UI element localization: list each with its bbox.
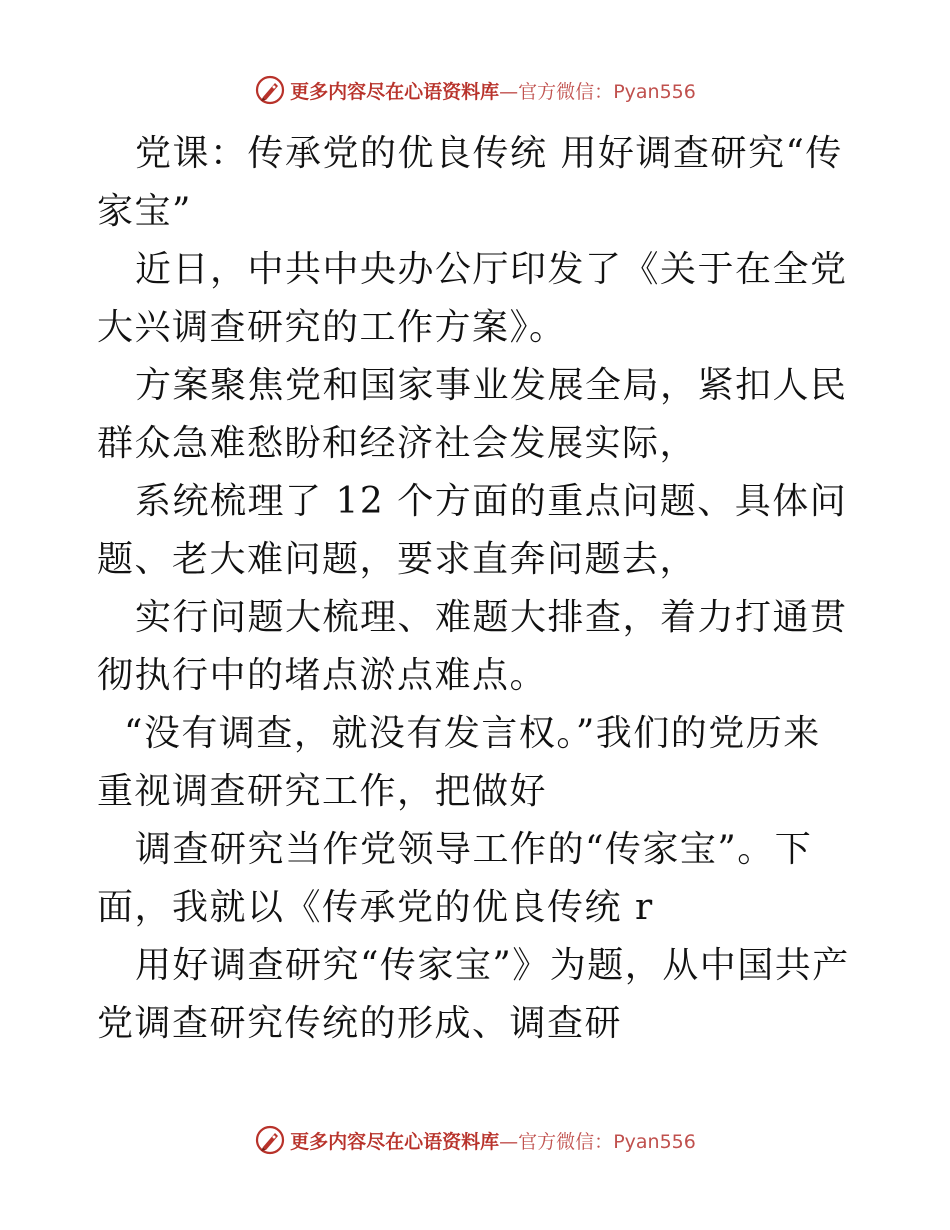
header-banner-text xyxy=(290,77,696,104)
footer-dash: — xyxy=(499,1130,519,1153)
paragraph: 实行问题大梳理、难题大排查，着力打通贯彻执行中的堵点淤点难点。 xyxy=(97,597,848,696)
header-site-text: 更多内容尽在心语资料库 xyxy=(290,80,500,103)
footer-banner-text xyxy=(290,1127,696,1154)
document-title: 党课：传承党的优良传统 用好调查研究“传家宝” xyxy=(97,133,843,232)
paragraph: 用好调查研究“传家宝”》为题，从中国共产党调查研究传统的形成、调查研 xyxy=(97,945,850,1044)
paragraph: “没有调查，就没有发言权。”我们的党历来重视调查研究工作，把做好 xyxy=(97,713,821,812)
header-dash: — xyxy=(499,80,519,103)
footer-site-text: 更多内容尽在心语资料库 xyxy=(290,1130,500,1153)
header-wechat-label: 官方微信： xyxy=(518,80,614,103)
header-banner xyxy=(0,70,950,110)
footer-banner xyxy=(0,1120,950,1160)
document-body xyxy=(97,125,857,1053)
footer-wechat-id: Pyan556 xyxy=(613,1130,696,1153)
paragraph: 方案聚焦党和国家事业发展全局，紧扣人民群众急难愁盼和经济社会发展实际， xyxy=(97,365,848,464)
paragraph: 系统梳理了 12 个方面的重点问题、具体问题、老大难问题，要求直奔问题去， xyxy=(97,481,848,580)
paragraph: 近日，中共中央办公厅印发了《关于在全党大兴调查研究的工作方案》。 xyxy=(97,249,848,348)
header-wechat-id: Pyan556 xyxy=(613,80,696,103)
footer-wechat-label: 官方微信： xyxy=(518,1130,614,1153)
paragraph: 调查研究当作党领导工作的“传家宝”。下面，我就以《传承党的优良传统 r xyxy=(97,829,813,928)
pen-nib-logo-icon xyxy=(254,1124,286,1156)
pen-nib-logo-icon xyxy=(254,74,286,106)
